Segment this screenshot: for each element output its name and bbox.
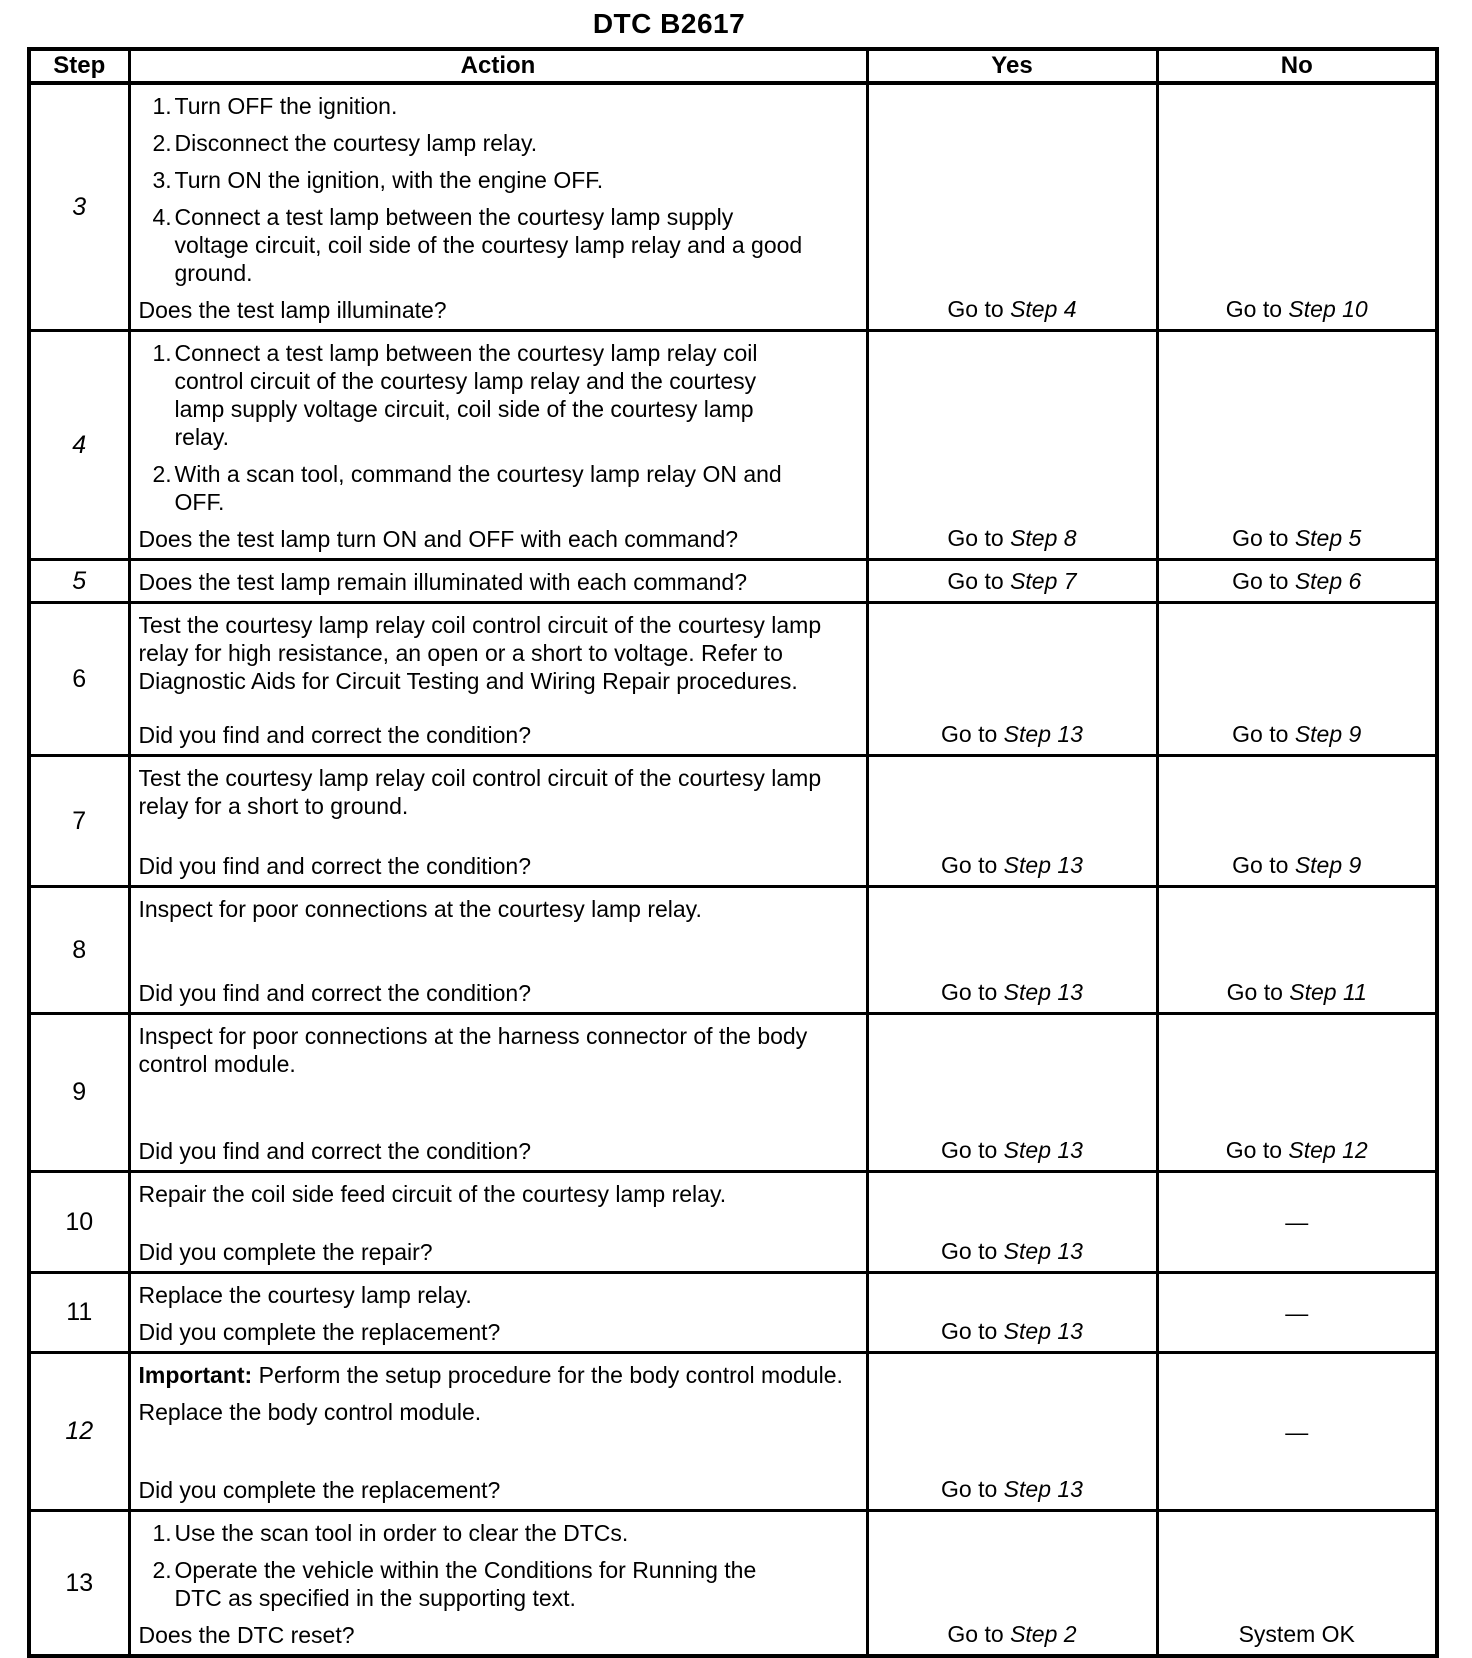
list-text: Connect a test lamp between the courtesy lamp relay coil control circuit of the courtesy lamp relay and the courtesy lamp supply voltage circuit, coil side of the courtesy lamp relay.	[174, 340, 758, 450]
result-text: —	[1285, 1209, 1309, 1235]
action-cell-content	[131, 1173, 866, 1271]
action-paragraph: Inspect for poor connections at the harness connector of the body control module.	[138, 1023, 808, 1077]
table-row	[29, 1172, 1437, 1273]
action-paragraph: Replace the body control module.	[138, 1399, 482, 1425]
goto-text: Go to Step 8	[947, 525, 1077, 551]
list-item	[139, 92, 860, 120]
no-cell	[1157, 331, 1437, 560]
step-cell	[29, 1511, 129, 1657]
step-number: 4	[72, 430, 87, 459]
goto-text: Go to Step 13	[941, 1476, 1083, 1502]
list-text: Use the scan tool in order to clear the DTCs.	[174, 1520, 629, 1546]
list-item	[139, 129, 860, 157]
action-cell-content	[131, 757, 866, 885]
goto-step-reference: Step 12	[1288, 1137, 1368, 1163]
action-instructions	[139, 611, 860, 704]
step-number: 6	[72, 664, 87, 693]
action-instructions	[139, 1361, 860, 1435]
action-instructions	[139, 1281, 860, 1318]
goto-step-reference: Step 6	[1294, 568, 1362, 594]
step-cell	[29, 83, 129, 331]
list-number: 1.	[152, 1520, 172, 1546]
action-cell	[129, 1014, 867, 1172]
list-text: Connect a test lamp between the courtesy lamp supply voltage circuit, coil side of the courtesy lamp relay and a good ground.	[174, 204, 803, 286]
no-cell	[1157, 603, 1437, 756]
action-question: Did you find and correct the condition?	[138, 1138, 532, 1164]
header-row	[29, 49, 1437, 83]
goto-step-reference: Step 9	[1294, 721, 1362, 747]
yes-cell	[867, 756, 1157, 887]
goto-text: Go to Step 5	[1232, 525, 1362, 551]
action-paragraph: Replace the courtesy lamp relay.	[138, 1282, 472, 1308]
goto-text: Go to Step 4	[947, 296, 1077, 322]
action-cell	[129, 560, 867, 603]
list-item	[139, 1556, 860, 1612]
goto-step-reference: Step 13	[1003, 979, 1083, 1005]
action-paragraph: Important: Perform the setup procedure for the body control module.	[138, 1362, 843, 1388]
yes-cell	[867, 1014, 1157, 1172]
list-number: 2.	[152, 1557, 172, 1583]
goto-text: Go to Step 13	[941, 1137, 1083, 1163]
table-row	[29, 83, 1437, 331]
goto-text: Go to Step 13	[941, 1238, 1083, 1264]
table-row	[29, 1273, 1437, 1353]
yes-cell	[867, 83, 1157, 331]
action-cell	[129, 83, 867, 331]
list-number: 2.	[152, 130, 172, 156]
step-number: 12	[65, 1417, 94, 1445]
yes-cell	[867, 331, 1157, 560]
yes-cell	[867, 1511, 1157, 1657]
goto-step-reference: Step 5	[1294, 525, 1362, 551]
step-cell	[29, 603, 129, 756]
action-cell	[129, 756, 867, 887]
action-cell-content	[131, 1512, 866, 1654]
action-question: Did you complete the replacement?	[138, 1319, 501, 1345]
list-item	[139, 166, 860, 194]
action-cell-content	[131, 332, 866, 558]
action-cell	[129, 1353, 867, 1511]
list-item	[139, 203, 860, 287]
yes-cell	[867, 1273, 1157, 1353]
goto-step-reference: Step 13	[1003, 721, 1083, 747]
action-question: Did you find and correct the condition?	[138, 980, 532, 1006]
action-question: Did you find and correct the condition?	[138, 853, 532, 879]
goto-text: Go to Step 6	[1232, 568, 1362, 594]
action-list	[139, 339, 860, 516]
goto-step-reference: Step 9	[1294, 852, 1362, 878]
list-number: 2.	[152, 461, 172, 487]
action-question: Did you complete the replacement?	[138, 1477, 501, 1503]
table-row	[29, 887, 1437, 1014]
result-text: —	[1285, 1418, 1309, 1445]
no-cell	[1157, 756, 1437, 887]
action-question: Does the DTC reset?	[138, 1622, 355, 1648]
column-header-yes: Yes	[867, 49, 1157, 83]
list-text: Operate the vehicle within the Conditions for Running the DTC as specified in the supporting text.	[174, 1557, 757, 1611]
action-question: Did you find and correct the condition?	[138, 722, 532, 748]
page-title: DTC B2617	[592, 8, 746, 39]
result-text: System OK	[1238, 1621, 1355, 1647]
action-cell	[129, 1172, 867, 1273]
step-number: 8	[72, 935, 87, 964]
action-cell-content	[131, 1274, 866, 1351]
step-cell	[29, 1014, 129, 1172]
no-cell	[1157, 1014, 1437, 1172]
action-question: Does the test lamp remain illuminated with each command?	[138, 569, 748, 595]
action-list	[139, 92, 860, 287]
list-text: Turn ON the ignition, with the engine OFF.	[174, 167, 604, 193]
column-header-no: No	[1157, 49, 1437, 83]
yes-cell	[867, 1172, 1157, 1273]
table-row	[29, 1014, 1437, 1172]
important-label: Important:	[138, 1362, 253, 1388]
list-number: 1.	[152, 340, 172, 366]
list-item	[139, 460, 860, 516]
goto-step-reference: Step 13	[1003, 1137, 1083, 1163]
goto-step-reference: Step 2	[1010, 1621, 1077, 1647]
goto-step-reference: Step 13	[1003, 852, 1083, 878]
yes-cell	[867, 887, 1157, 1014]
action-instructions	[139, 895, 860, 932]
step-cell	[29, 1172, 129, 1273]
table-row	[29, 331, 1437, 560]
goto-text: Go to Step 11	[1226, 979, 1367, 1005]
goto-text: Go to Step 9	[1232, 721, 1362, 747]
step-cell	[29, 887, 129, 1014]
step-number: 10	[65, 1207, 94, 1236]
goto-text: Go to Step 9	[1232, 852, 1362, 878]
goto-step-reference: Step 13	[1003, 1476, 1083, 1502]
action-question: Did you complete the repair?	[138, 1239, 433, 1265]
action-question: Does the test lamp turn ON and OFF with each command?	[138, 526, 739, 552]
step-cell	[29, 1273, 129, 1353]
step-number: 7	[72, 806, 87, 835]
step-cell	[29, 756, 129, 887]
action-paragraph: Inspect for poor connections at the courtesy lamp relay.	[138, 896, 702, 922]
action-paragraph: Test the courtesy lamp relay coil control circuit of the courtesy lamp relay for high resistance, an open or a short to voltage. Refer to Diagnostic Aids for Circuit Testing and Wiring Repair procedures.	[138, 612, 822, 694]
dtc-table	[27, 47, 1439, 1658]
table-row	[29, 1353, 1437, 1511]
goto-text: Go to Step 13	[941, 1318, 1083, 1344]
action-cell-content	[131, 604, 866, 754]
action-paragraph: Repair the coil side feed circuit of the courtesy lamp relay.	[138, 1181, 727, 1207]
table-row	[29, 560, 1437, 603]
goto-step-reference: Step 13	[1003, 1318, 1083, 1344]
list-number: 1.	[152, 93, 172, 119]
no-cell	[1157, 560, 1437, 603]
action-cell-content	[131, 1354, 866, 1509]
step-number: 9	[72, 1078, 87, 1106]
action-cell	[129, 603, 867, 756]
step-number: 13	[65, 1568, 94, 1597]
action-paragraph: Test the courtesy lamp relay coil control circuit of the courtesy lamp relay for a short to ground.	[138, 765, 822, 819]
goto-step-reference: Step 10	[1288, 296, 1368, 322]
action-cell	[129, 887, 867, 1014]
no-cell	[1157, 887, 1437, 1014]
action-cell-content	[131, 561, 866, 601]
list-item	[139, 1519, 860, 1547]
table-row	[29, 756, 1437, 887]
step-number: 5	[72, 566, 87, 595]
goto-text: Go to Step 10	[1225, 296, 1368, 322]
action-cell-content	[131, 888, 866, 1012]
goto-step-reference: Step 7	[1010, 568, 1077, 594]
goto-text: Go to Step 7	[947, 568, 1077, 594]
step-cell	[29, 1353, 129, 1511]
step-cell	[29, 560, 129, 603]
list-item	[139, 339, 860, 451]
action-list	[139, 1519, 860, 1612]
action-instructions	[139, 1180, 860, 1217]
goto-text: Go to Step 13	[941, 979, 1083, 1005]
column-header-step: Step	[29, 49, 129, 83]
action-cell-content	[131, 85, 866, 329]
no-cell	[1157, 1172, 1437, 1273]
list-text: Turn OFF the ignition.	[174, 93, 398, 119]
step-number: 11	[66, 1298, 93, 1326]
goto-text: Go to Step 2	[947, 1621, 1077, 1647]
action-cell	[129, 1511, 867, 1657]
goto-text: Go to Step 13	[941, 721, 1083, 747]
column-header-action: Action	[129, 49, 867, 83]
goto-step-reference: Step 13	[1003, 1238, 1083, 1264]
action-instructions	[139, 764, 860, 829]
action-question: Does the test lamp illuminate?	[138, 297, 447, 323]
yes-cell	[867, 560, 1157, 603]
action-instructions	[139, 1022, 860, 1087]
table-row	[29, 603, 1437, 756]
no-cell	[1157, 83, 1437, 331]
result-text: —	[1285, 1299, 1309, 1326]
table-row	[29, 1511, 1437, 1657]
step-cell	[29, 331, 129, 560]
goto-text: Go to Step 12	[1225, 1137, 1368, 1163]
goto-step-reference: Step 11	[1289, 979, 1367, 1005]
list-number: 3.	[152, 167, 172, 193]
action-cell	[129, 1273, 867, 1353]
no-cell	[1157, 1353, 1437, 1511]
step-number: 3	[72, 192, 87, 221]
no-cell	[1157, 1511, 1437, 1657]
goto-text: Go to Step 13	[941, 852, 1083, 878]
action-instructions	[139, 1519, 860, 1621]
yes-cell	[867, 603, 1157, 756]
action-cell-content	[131, 1015, 866, 1170]
action-instructions	[139, 339, 860, 525]
goto-step-reference: Step 8	[1010, 525, 1077, 551]
list-number: 4.	[152, 204, 172, 230]
no-cell	[1157, 1273, 1437, 1353]
list-text: Disconnect the courtesy lamp relay.	[174, 130, 538, 156]
action-instructions	[139, 92, 860, 296]
action-cell	[129, 331, 867, 560]
goto-step-reference: Step 4	[1010, 296, 1077, 322]
list-text: With a scan tool, command the courtesy lamp relay ON and OFF.	[174, 461, 782, 515]
yes-cell	[867, 1353, 1157, 1511]
